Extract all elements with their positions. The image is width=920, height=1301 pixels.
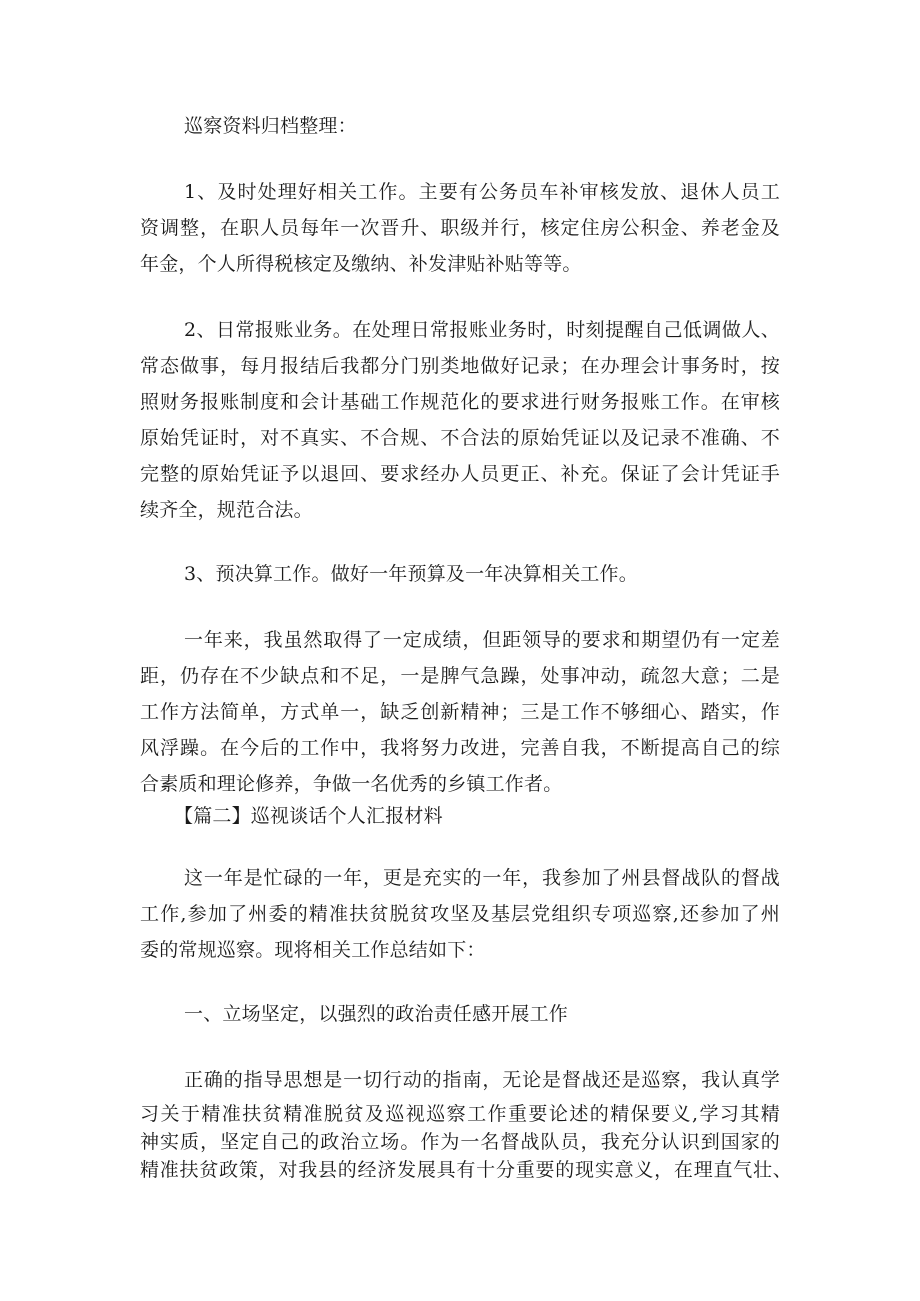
paragraph-line: 风浮躁。在今后的工作中，我将努力改进，完善自我，不断提高自己的综 — [140, 737, 780, 759]
section-heading-one: 一、立场坚定，以强烈的政治责任感开展工作 — [184, 1003, 569, 1025]
paragraph-line: 精准扶贫政策，对我县的经济发展具有十分重要的现实意义，在理直气壮、 — [140, 1159, 792, 1181]
paragraph-line: 一年来，我虽然取得了一定成绩，但距领导的要求和期望仍有一定差 — [184, 629, 780, 651]
paragraph-line: 1、及时处理好相关工作。主要有公务员车补审核发放、退休人员工 — [184, 181, 780, 203]
paragraph-line: 神实质，坚定自己的政治立场。作为一名督战队员，我充分认识到国家的 — [140, 1131, 780, 1153]
paragraph-line: 续齐全，规范合法。 — [140, 499, 313, 521]
section-title-archive: 巡察资料归档整理： — [184, 115, 357, 137]
paragraph-line: 资调整，在职人员每年一次晋升、职级并行，核定住房公积金、养老金及 — [140, 217, 780, 239]
paragraph-line: 2、日常报账业务。在处理日常报账业务时，时刻提醒自己低调做人、 — [184, 319, 780, 341]
paragraph-line: 这一年是忙碌的一年，更是充实的一年，我参加了州县督战队的督战 — [184, 867, 780, 889]
paragraph-line: 委的常规巡察。现将相关工作总结如下： — [140, 939, 486, 961]
paragraph-line: 照财务报账制度和会计基础工作规范化的要求进行财务报账工作。在审核 — [140, 391, 780, 413]
paragraph-line: 工作方法简单，方式单一，缺乏创新精神；三是工作不够细心、踏实，作 — [140, 701, 780, 723]
paragraph-line: 工作,参加了州委的精准扶贫脱贫攻坚及基层党组织专项巡察,还参加了州 — [140, 903, 780, 925]
paragraph-line: 3、预决算工作。做好一年预算及一年决算相关工作。 — [184, 563, 638, 585]
paragraph-line: 原始凭证时，对不真实、不合规、不合法的原始凭证以及记录不准确、不 — [140, 427, 780, 449]
paragraph-line: 正确的指导思想是一切行动的指南，无论是督战还是巡察，我认真学 — [184, 1069, 780, 1091]
paragraph-line: 常态做事，每月报结后我都分门别类地做好记录；在办理会计事务时，按 — [140, 355, 780, 377]
paragraph-line: 习关于精准扶贫精准脱贫及巡视巡察工作重要论述的精保要义,学习其精 — [140, 1103, 780, 1125]
paragraph-line: 合素质和理论修养，争做一名优秀的乡镇工作者。 — [140, 773, 563, 795]
section-heading-part-two: 【篇二】巡视谈话个人汇报材料 — [174, 805, 443, 827]
paragraph-line: 距，仍存在不少缺点和不足，一是脾气急躁，处事冲动，疏忽大意；二是 — [140, 665, 780, 687]
paragraph-line: 年金，个人所得税核定及缴纳、补发津贴补贴等等。 — [140, 253, 582, 275]
paragraph-line: 完整的原始凭证予以退回、要求经办人员更正、补充。保证了会计凭证手 — [140, 463, 780, 485]
